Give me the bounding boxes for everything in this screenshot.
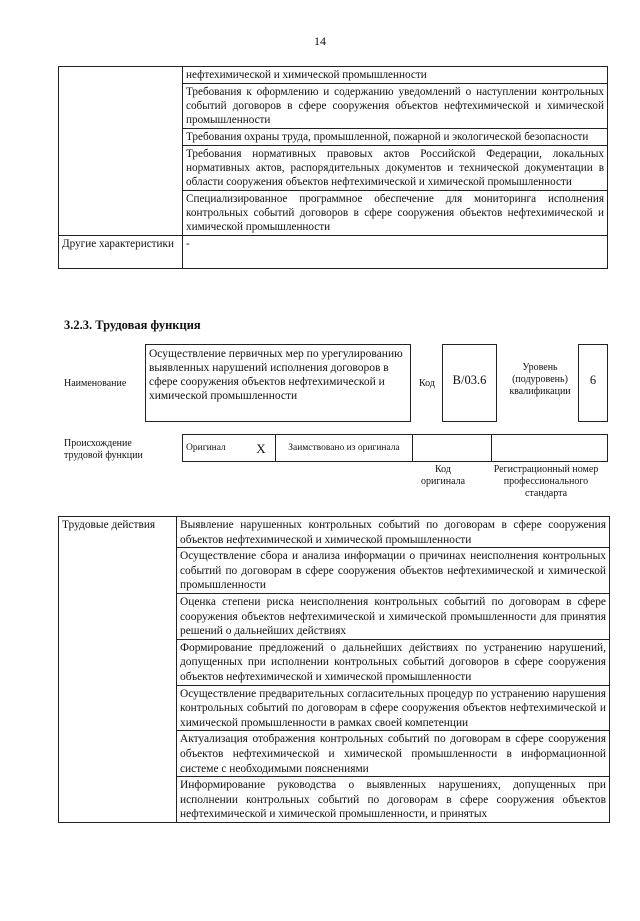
table-cell: Специализированное программное обеспечение для мониторинга исполнения контрольных событий договоров в сфере сооружения объектов нефтехимической и химической промышленности (183, 191, 608, 236)
table-cell: Осуществление предварительных согласительных процедур по устранению нарушения контрольных событий по договорам в сфере сооружения объектов нефтехимической и химической промышленности в рамках своей компетенции (177, 685, 610, 731)
origin-label: Происхождение трудовой функции (64, 438, 143, 461)
borrowed-label: Заимствовано из оригинала (276, 435, 413, 462)
other-characteristics-value: - (183, 236, 608, 269)
table-cell: Выявление нарушенных контрольных событий по договорам в сфере сооружения объектов нефтехимической и химической промышленности (177, 517, 610, 548)
reg-number-cell (492, 435, 608, 462)
table-cell: Формирование предложений о дальнейших действиях по устранению нарушений, допущенных при исполнении контрольных событий договоров в сфере сооружения объектов нефтехимической и химической промышленности (177, 639, 610, 685)
section-heading: 3.2.3. Трудовая функция (64, 318, 201, 332)
knowledge-table (58, 66, 608, 269)
origin-table (182, 434, 608, 462)
table-cell: Оценка степени риска неисполнения контрольных событий по договорам в сфере сооружения объектов нефтехимической и химической промышленности для принятия решений о дальнейших действиях (177, 593, 610, 639)
table-cell: Актуализация отображения контрольных событий по договорам в сфере сооружения объектов нефтехимической и химической промышленности в информационной системе с необходимыми пояснениями (177, 731, 610, 777)
qualification-level-box: 6 (578, 344, 608, 422)
table-row (59, 67, 608, 84)
table-row (183, 435, 608, 462)
table-cell: Требования нормативных правовых актов Российской Федерации, локальных нормативных актов, распорядительных документов и технической документации в области сооружения объектов нефтехимической и химической промышленности (183, 146, 608, 191)
name-label: Наименование (64, 378, 127, 389)
table-label-cell (59, 67, 183, 236)
table-row (59, 517, 610, 548)
table-cell: Осуществление сбора и анализа информации о причинах неисполнения контрольных событий по договорам в сфере сооружения объектов нефтехимической и химической промышленности (177, 548, 610, 594)
code-label: Код (419, 378, 435, 389)
table-row (59, 236, 608, 269)
reg-number-label: Регистрационный номер профессионального стандарта (493, 464, 599, 499)
table-cell: Требования охраны труда, промышленной, пожарной и экологической безопасности (183, 129, 608, 146)
function-code-box: B/03.6 (442, 344, 497, 422)
qualification-level-label: Уровень (подуровень) квалификации (509, 362, 571, 397)
labor-actions-label: Трудовые действия (59, 517, 177, 823)
original-mark: X (247, 435, 276, 462)
function-name-box: Осуществление первичных мер по урегулированию выявленных нарушений исполнения договоров в сфере сооружения объектов нефтехимической и химической промышленности (145, 344, 411, 422)
labor-actions-table (58, 516, 610, 823)
code-original-label: Код оригинала (420, 464, 466, 487)
page-number: 14 (314, 34, 326, 48)
table-cell: Информирование руководства о выявленных нарушениях, допущенных при исполнении контрольных событий по договорам в сфере сооружения объектов нефтехимической и химической промышленности, и принятых (177, 777, 610, 823)
table-cell: Требования к оформлению и содержанию уведомлений о наступлении контрольных событий договоров в сфере сооружения объектов нефтехимической и химической промышленности (183, 84, 608, 129)
code-original-cell (413, 435, 492, 462)
original-label: Оригинал (183, 435, 248, 462)
table-cell: нефтехимической и химической промышленности (183, 67, 608, 84)
other-characteristics-label: Другие характеристики (59, 236, 183, 269)
